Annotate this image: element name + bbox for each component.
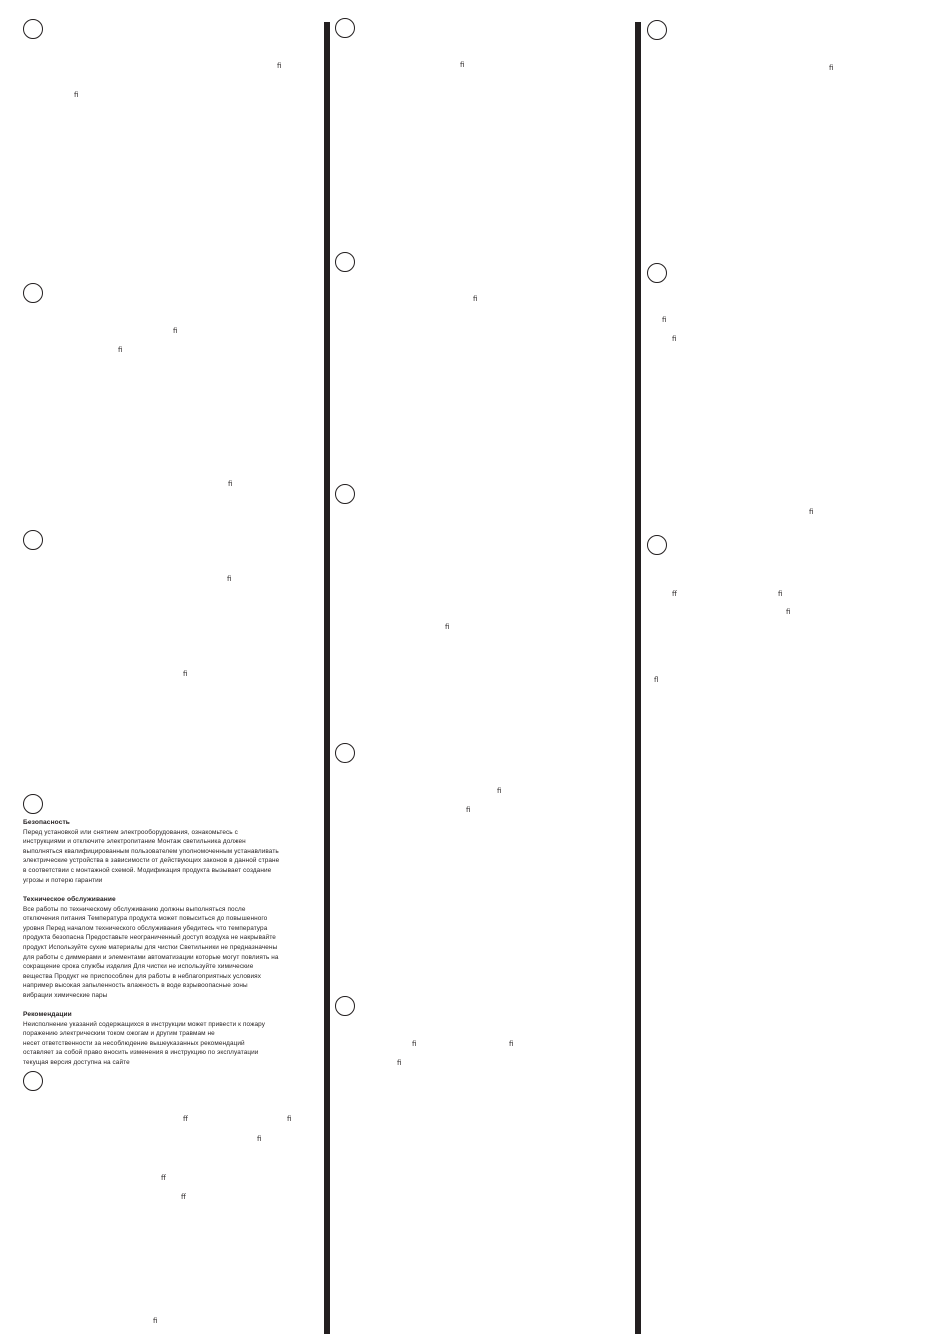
ligature-glyph: ﬁ [257, 1135, 262, 1143]
safety-line: электрические устройства в зависимости от действующих законов в данной стране [23, 857, 280, 865]
recommendations-heading: Рекомендации [23, 1011, 72, 1018]
step-circle [335, 743, 355, 763]
step-circle [335, 18, 355, 38]
ligature-glyph: ﬀ [161, 1174, 166, 1182]
recommendations-line: оставляет за собой право вносить изменения в инструкцию по эксплуатации [23, 1049, 259, 1057]
maintenance-line: вибрации химические пары [23, 991, 108, 999]
step-circle [335, 484, 355, 504]
ligature-glyph: ﬁ [778, 590, 783, 598]
ligature-glyph: ﬁ [460, 61, 465, 69]
ligature-glyph: ﬁ [277, 62, 282, 70]
maintenance-heading: Техническое обслуживание [23, 896, 116, 903]
safety-line: в соответствии с монтажной схемой. Модификация продукта вызывает создание [23, 866, 272, 874]
safety-line: Перед установкой или снятием электрооборудования, ознакомьтесь с [23, 828, 238, 836]
step-circle [23, 1071, 43, 1091]
step-circle [647, 263, 667, 283]
maintenance-line: вещества Продукт не приспособлен для работы в неблагоприятных условиях [23, 972, 261, 980]
safety-line: угрозы и потерю гарантии [23, 876, 103, 884]
step-circle [23, 530, 43, 550]
ligature-glyph: ﬀ [672, 590, 677, 598]
column-divider-left [324, 22, 330, 1334]
recommendations-line: текущая версия доступна на сайте [23, 1058, 130, 1066]
ligature-glyph: ﬁ [786, 608, 791, 616]
maintenance-line: Все работы по техническому обслуживанию должны выполняться после [23, 905, 246, 913]
ligature-glyph: ﬁ [809, 508, 814, 516]
ligature-glyph: ﬁ [227, 575, 232, 583]
ligature-glyph: ﬁ [466, 806, 471, 814]
maintenance-line: уровня Перед началом технического обслуживания убедитесь что температура [23, 924, 268, 932]
ligature-glyph: ﬁ [672, 335, 677, 343]
step-circle [23, 19, 43, 39]
ligature-glyph: ﬁ [473, 295, 478, 303]
step-circle [335, 996, 355, 1016]
maintenance-line: продукт Используйте сухие материалы для чистки Светильники не предназначены [23, 943, 278, 951]
ligature-glyph: ﬁ [829, 64, 834, 72]
maintenance-section [23, 895, 323, 1001]
ligature-glyph: ﬁ [662, 316, 667, 324]
ligature-glyph: ﬀ [183, 1115, 188, 1123]
ligature-glyph: ﬁ [74, 91, 79, 99]
ligature-glyph: ﬁ [412, 1040, 417, 1048]
column-divider-right [635, 22, 641, 1334]
ligature-glyph: ﬁ [397, 1059, 402, 1067]
ligature-glyph: ﬀ [181, 1193, 186, 1201]
recommendations-section [23, 1010, 323, 1068]
recommendations-line: Неисполнение указаний содержащихся в инструкции может привести к пожару [23, 1020, 266, 1028]
recommendations-line: несет ответственности за несоблюдение вышеуказанных рекомендаций [23, 1039, 245, 1047]
step-circle [335, 252, 355, 272]
safety-heading: Безопасность [23, 819, 70, 826]
step-circle [23, 794, 43, 814]
maintenance-line: например высокая запыленность влажность в воде взрывоопасные зоны [23, 982, 248, 990]
ligature-glyph: ﬁ [445, 623, 450, 631]
safety-line: инструкциями и отключите электропитание Монтаж светильника должен [23, 838, 246, 846]
ligature-glyph: ﬁ [497, 787, 502, 795]
ligature-glyph: ﬂ [654, 676, 659, 684]
ligature-glyph: ﬁ [509, 1040, 514, 1048]
step-circle [647, 535, 667, 555]
ligature-glyph: ﬁ [287, 1115, 292, 1123]
step-circle [647, 20, 667, 40]
maintenance-line: сокращение срока службы изделия Для чистки не используйте химические [23, 963, 254, 971]
ligature-glyph: ﬁ [228, 480, 233, 488]
ligature-glyph: ﬁ [153, 1317, 158, 1325]
step-circle [23, 283, 43, 303]
maintenance-line: для работы с диммерами и элементами автоматизации которые могут повлиять на [23, 953, 279, 961]
safety-section [23, 818, 323, 885]
recommendations-line: поражению электрическим током ожогам и другим травмам не [23, 1030, 215, 1038]
maintenance-line: отключения питания Температура продукта может повыситься до повышенного [23, 915, 268, 923]
ligature-glyph: ﬁ [183, 670, 188, 678]
safety-line: выполняться квалифицированным пользователем уполномоченным устанавливать [23, 847, 279, 855]
ligature-glyph: ﬁ [118, 346, 123, 354]
ligature-glyph: ﬁ [173, 327, 178, 335]
maintenance-line: продукта безопасна Предоставьте неограниченный доступ воздуха не накрывайте [23, 934, 276, 942]
